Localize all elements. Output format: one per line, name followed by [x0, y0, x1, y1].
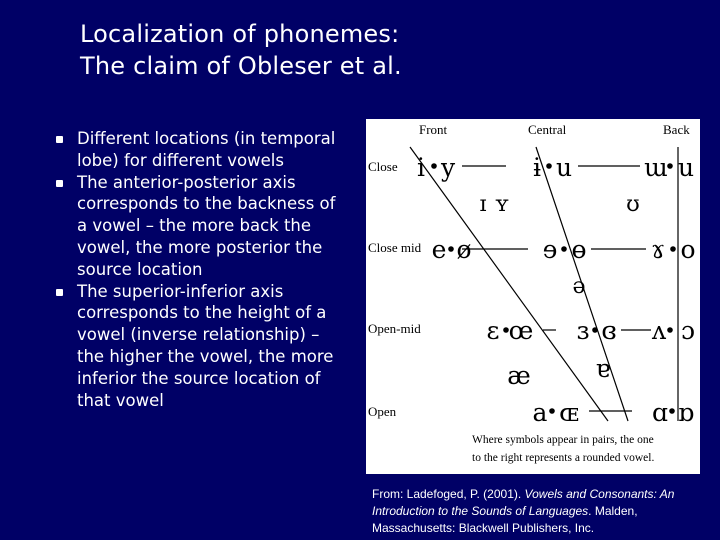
citation-suffix: . Malden, Massachusetts: Blackwell Publishers, Inc.	[372, 504, 638, 535]
source-citation	[372, 486, 717, 537]
citation-book-title: Vowels and Consonants: An Introduction to the Sounds of Languages	[372, 487, 675, 518]
vowel-symbol: ɯ	[644, 153, 668, 182]
slide-title-line-2: The claim of Obleser et al.	[80, 52, 402, 80]
vowel-symbol: u	[677, 153, 695, 182]
square-bullet-icon	[56, 180, 63, 187]
vowel-symbol: æ	[507, 361, 531, 390]
vowel-symbol: ʏ	[494, 192, 510, 217]
vowel-chart	[366, 119, 700, 474]
vowel-symbol: ɞ	[601, 316, 617, 345]
bullet-item-1	[56, 128, 346, 172]
bullet-text-1: Different locations (in temporal lobe) for different vowels	[77, 129, 336, 170]
vowel-symbol: ə	[572, 274, 586, 299]
vowel-symbol: ʊ	[626, 192, 640, 217]
row-label-open-mid: Open-mid	[368, 321, 421, 336]
vowel-chart-lines	[410, 147, 678, 421]
vowel-symbol: ɶ	[559, 398, 579, 427]
column-label-central: Central	[528, 122, 567, 137]
vowel-symbol: ɔ	[680, 316, 696, 345]
vowel-dot	[669, 408, 675, 414]
vowel-symbol: ʌ	[651, 316, 667, 345]
chart-note-line-1: Where symbols appear in pairs, the one	[472, 434, 654, 446]
square-bullet-icon	[56, 136, 63, 143]
slide-title	[80, 18, 402, 82]
row-label-close-mid: Close mid	[368, 240, 422, 255]
slide-title-line-1: Localization of phonemes:	[80, 20, 400, 48]
vowel-dot	[667, 163, 673, 169]
bullet-text-2: The anterior-posterior axis corresponds to the backness of a vowel – the more back the vowel, the more posterior the source location	[77, 172, 336, 279]
vowel-symbol: ɜ	[576, 316, 590, 345]
vowel-symbol: ɵ	[571, 235, 587, 264]
square-bullet-icon	[56, 289, 63, 296]
vowel-symbol: ɑ	[651, 398, 669, 427]
chart-note-line-2: to the right represents a rounded vowel.	[472, 452, 655, 464]
bullet-list	[56, 128, 346, 411]
vowel-symbol: e	[431, 235, 447, 264]
bullet-text-3: The superior-inferior axis corresponds to the height of a vowel (inverse relationship) – the higher the vowel, the more inferior the source location of that vowel	[77, 281, 334, 410]
bullet-item-2	[56, 172, 346, 281]
vowel-symbol: ɨ	[533, 153, 541, 182]
vowel-symbol: y	[440, 153, 456, 182]
vowel-dot	[561, 246, 567, 252]
vowel-symbol: ɐ	[595, 354, 611, 383]
vowel-chart-figure	[366, 119, 700, 474]
vowel-symbol: ɪ	[479, 192, 487, 217]
vowel-symbol: i	[417, 153, 425, 182]
vowel-symbol: ɒ	[677, 398, 695, 427]
vowel-symbol: o	[680, 235, 696, 264]
vowel-symbol: ɤ	[650, 235, 666, 264]
vowel-dot	[592, 327, 598, 333]
row-label-open: Open	[368, 404, 397, 419]
vowel-symbol: ɘ	[542, 235, 558, 264]
bullet-item-3	[56, 281, 346, 412]
vowel-dot	[667, 327, 673, 333]
vowel-dot	[546, 163, 552, 169]
vowel-symbol: a	[532, 398, 548, 427]
column-label-front: Front	[419, 122, 448, 137]
vowel-symbol: u	[555, 153, 573, 182]
vowel-dot	[448, 246, 454, 252]
row-label-close: Close	[368, 159, 398, 174]
vowel-symbol: ɛ	[486, 316, 500, 345]
column-label-back: Back	[663, 122, 690, 137]
vowel-symbol: ø	[456, 235, 472, 264]
citation-prefix: From: Ladefoged, P. (2001).	[372, 487, 525, 501]
vowel-symbol: œ	[508, 316, 534, 345]
vowel-dot	[431, 163, 437, 169]
vowel-dot	[549, 408, 555, 414]
vowel-dot	[670, 246, 676, 252]
